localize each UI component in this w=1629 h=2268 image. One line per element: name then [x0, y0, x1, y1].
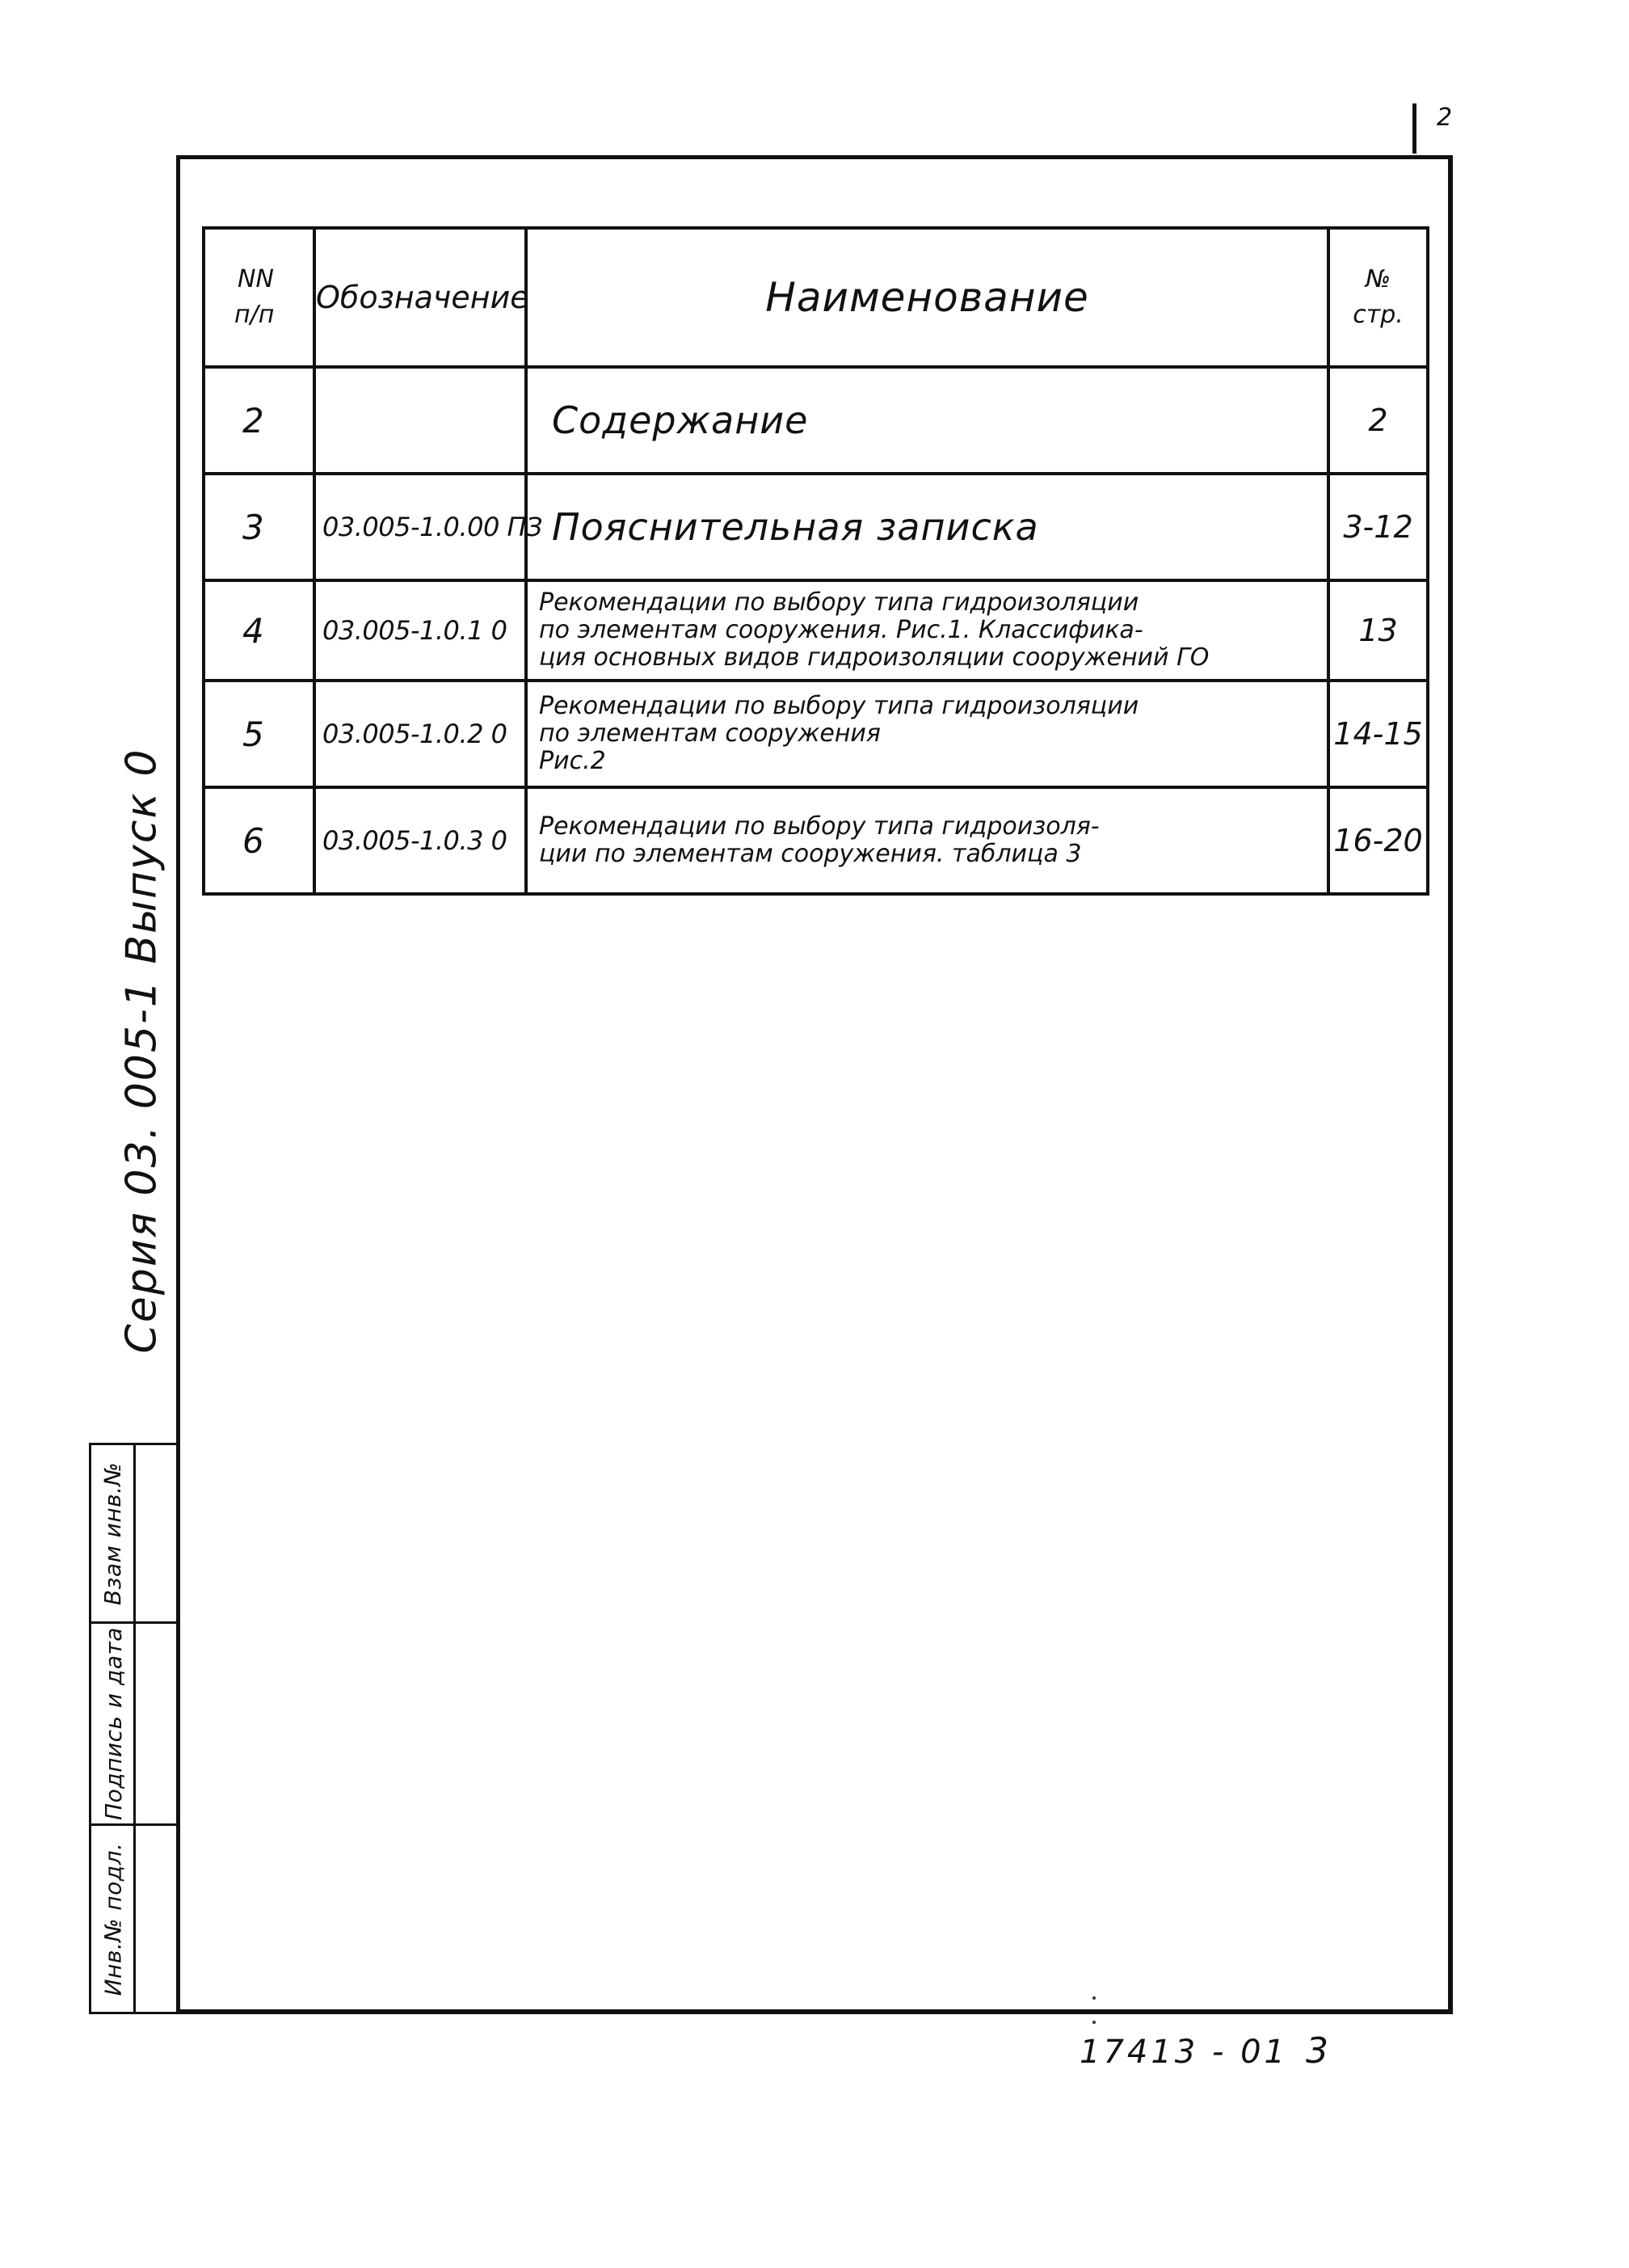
row-page: 13 — [1328, 580, 1428, 681]
corner-page-number: 2 — [1437, 103, 1453, 132]
scan-speck — [1092, 1996, 1096, 2000]
scan-speck — [1092, 2021, 1096, 2024]
row-designation: 03.005-1.0.3 0 — [314, 787, 526, 894]
row-designation: 03.005-1.0.00 ПЗ — [314, 474, 526, 580]
footer-sheet-number: 3 — [1306, 2030, 1328, 2072]
row-page: 14-15 — [1328, 681, 1428, 787]
row-number: 3 — [204, 474, 314, 580]
stamp-label-replacement-inv: Взам инв.№ — [99, 1461, 127, 1605]
row-designation: 03.005-1.0.1 0 — [314, 580, 526, 681]
contents-table — [202, 226, 1429, 896]
stamp-label-signature-date: Подпись и дата — [99, 1627, 127, 1820]
row-page: 2 — [1328, 367, 1428, 474]
header-number: NN п/п — [204, 228, 314, 367]
side-stamp-divider — [133, 1445, 136, 2012]
row-number: 5 — [204, 681, 314, 787]
table-row — [204, 787, 1428, 894]
row-number: 2 — [204, 367, 314, 474]
row-number: 6 — [204, 787, 314, 894]
footer-document-code: 17413 - 01 — [1080, 2034, 1289, 2071]
table-row — [204, 474, 1428, 580]
row-name: Пояснительная записка — [526, 474, 1328, 580]
header-designation: Обозначение — [314, 228, 526, 367]
row-page: 3-12 — [1328, 474, 1428, 580]
stamp-label-original-inv: Инв.№ подл. — [99, 1842, 127, 1996]
row-page: 16-20 — [1328, 787, 1428, 894]
header-page: № стр. — [1328, 228, 1428, 367]
row-name: Рекомендации по выбору типа гидроизоляции по элементам сооружения Рис.2 — [526, 681, 1328, 787]
row-designation: 03.005-1.0.2 0 — [314, 681, 526, 787]
row-number: 4 — [204, 580, 314, 681]
header-name: Наименование — [526, 228, 1328, 367]
series-title-text: Серия 03. 005-1 Выпуск 0 — [117, 748, 166, 1354]
row-designation — [314, 367, 526, 474]
row-name: Рекомендации по выбору типа гидроизоля- ции по элементам сооружения. таблица 3 — [526, 787, 1328, 894]
row-name: Рекомендации по выбору типа гидроизоляции по элементам сооружения. Рис.1. Классифика- ция основных видов гидроизоляции сооружений ГО — [526, 580, 1328, 681]
side-stamp — [89, 1443, 176, 2014]
table-row — [204, 367, 1428, 474]
series-title — [113, 748, 170, 1354]
table-header-row — [204, 228, 1428, 367]
table-row — [204, 580, 1428, 681]
corner-tick-mark — [1412, 103, 1416, 154]
table-row — [204, 681, 1428, 787]
row-name: Содержание — [526, 367, 1328, 474]
